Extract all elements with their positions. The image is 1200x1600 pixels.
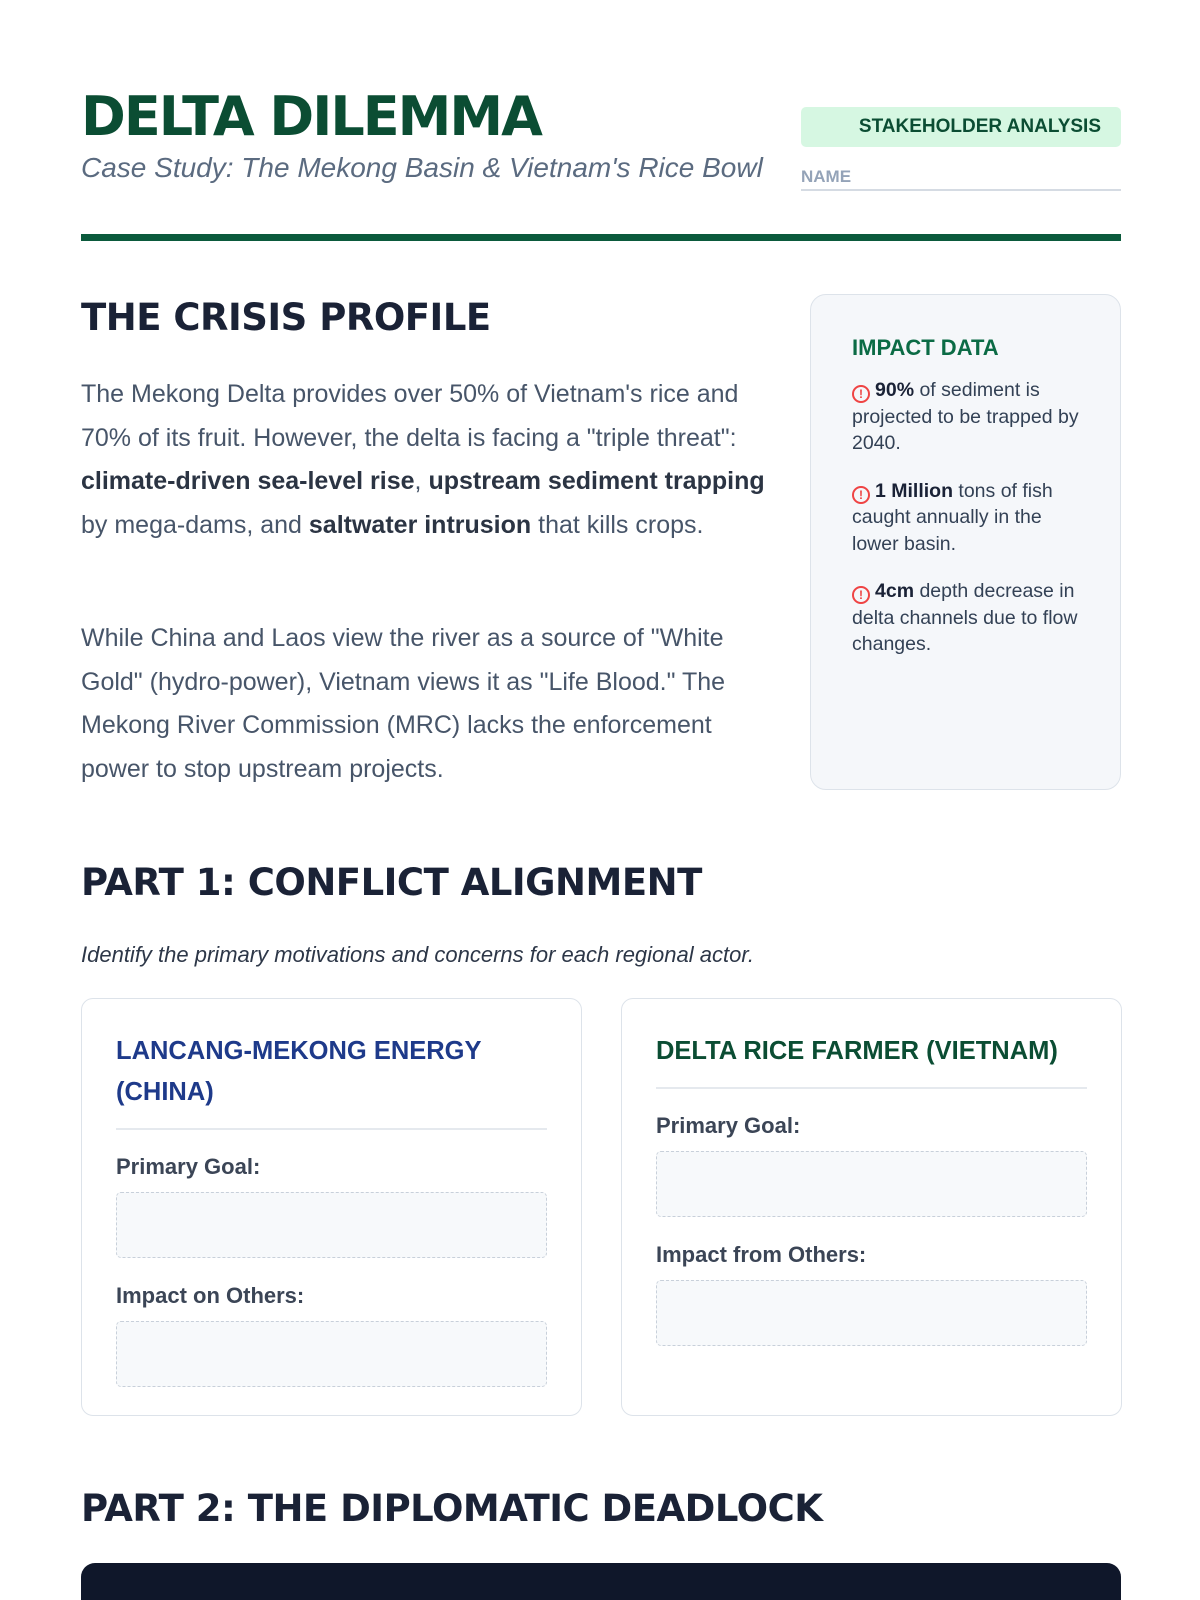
impact-from-others-label: Impact from Others: [656,1242,867,1267]
page-subtitle: Case Study: The Mekong Basin & Vietnam's Rice Bowl [81,152,763,183]
diplomatic-deadlock-panel [81,1563,1121,1600]
alert-circle-icon: ! [852,586,870,604]
crisis-profile-heading: THE CRISIS PROFILE [81,296,491,339]
primary-goal-label: Primary Goal: [116,1154,261,1179]
impact-data-title: IMPACT DATA [852,335,999,360]
impact-text: tons of fish caught annually in the lower basin. [852,479,1053,555]
part-1-instruction: Identify the primary motivations and concerns for each regional actor. [81,942,754,967]
crisis-text: The Mekong Delta provides over 50% of Vietnam's rice and 70% of its fruit. However, the delta is facing a "triple threat": [81,380,739,452]
crisis-paragraph-2: While China and Laos view the river as a source of "White Gold" (hydro-power), Vietnam views it as "Life Blood." The Mekong River Commission (MRC) lacks the enforcement power to stop upstream projects. [81,624,726,783]
page-header [81,86,1121,240]
impact-text: of sediment is projected to be trapped by 2040. [852,379,1079,454]
crisis-emphasis: climate-driven sea-level rise [81,467,415,495]
impact-stat: 90% [875,379,915,401]
part-1-heading: PART 1: CONFLICT ALIGNMENT [81,861,702,904]
page-title: DELTA DILEMMA [81,85,541,148]
alert-circle-icon: ! [852,385,870,403]
card-title: DELTA RICE FARMER (VIETNAM) [656,1031,1087,1089]
impact-text: depth decrease in delta channels due to flow changes. [852,580,1078,655]
impact-stat: 4cm [875,580,915,602]
primary-goal-input[interactable] [656,1151,1087,1217]
stakeholder-analysis-badge: STAKEHOLDER ANALYSIS [801,107,1121,147]
primary-goal-label: Primary Goal: [656,1113,801,1138]
impact-item [852,478,1090,558]
impact-stat: 1 Million [875,479,953,502]
primary-goal-input[interactable] [116,1192,547,1258]
card-title: LANCANG-MEKONG ENERGY (CHINA) [116,1031,547,1130]
crisis-emphasis: upstream sediment trapping [428,467,765,495]
impact-item [852,377,1090,457]
impact-from-others-input[interactable] [656,1280,1087,1346]
impact-item [852,578,1090,658]
impact-on-others-label: Impact on Others: [116,1283,305,1308]
crisis-text: that kills crops. [531,510,704,539]
crisis-paragraph-1 [81,373,771,547]
vietnam-actor-card [621,998,1122,1416]
impact-data-panel [810,294,1121,790]
china-actor-card [81,998,582,1416]
alert-circle-icon: ! [852,486,870,504]
crisis-text: , [414,467,429,495]
impact-on-others-input[interactable] [116,1321,547,1387]
crisis-emphasis: saltwater intrusion [308,510,532,539]
header-divider [81,234,1121,241]
name-field[interactable]: NAME [801,161,1121,191]
part-2-heading: PART 2: THE DIPLOMATIC DEADLOCK [81,1487,823,1530]
crisis-text: by mega-dams, and [81,510,309,539]
